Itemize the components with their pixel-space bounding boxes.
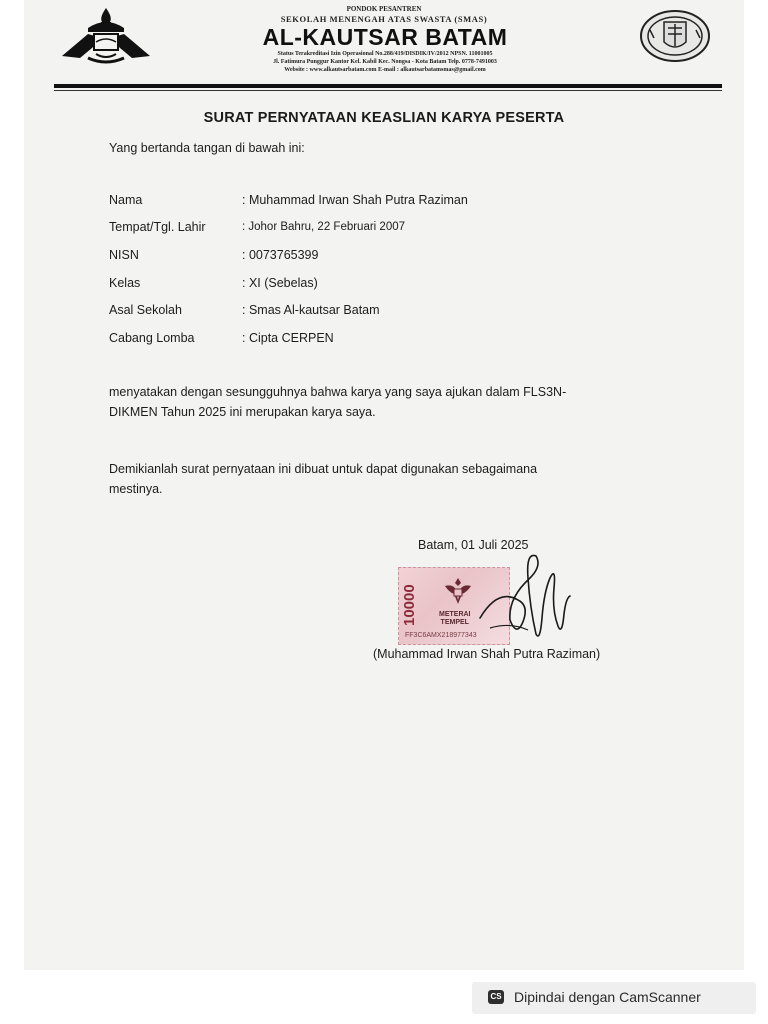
intro-text: Yang bertanda tangan di bawah ini: xyxy=(109,141,305,155)
garuda-emblem-icon xyxy=(443,574,473,608)
field-value-nama: : Muhammad Irwan Shah Putra Raziman xyxy=(242,193,468,207)
stamp-code: FF3C6AMX218977343 xyxy=(405,632,477,639)
field-label-asal-sekolah: Asal Sekolah xyxy=(109,303,182,317)
field-label-kelas: Kelas xyxy=(109,276,141,290)
field-value-ttl: : Johor Bahru, 22 Februari 2007 xyxy=(242,221,406,233)
document-title: SURAT PERNYATAAN KEASLIAN KARYA PESERTA xyxy=(203,110,565,126)
header-divider-thick xyxy=(54,84,722,88)
place-date: Batam, 01 Juli 2025 xyxy=(418,538,529,552)
header-line-1: PONDOK PESANTREN xyxy=(346,5,422,13)
stamp-label-line-2: TEMPEL xyxy=(440,619,469,626)
header-web-line: Website : www.alkautsarbatam.com E-mail : alkautsarbatamsmas@gmail.com xyxy=(284,67,486,73)
header-line-2: SEKOLAH MENENGAH ATAS SWASTA (SMAS) xyxy=(280,14,488,24)
field-value-nisn: : 0073765399 xyxy=(242,248,319,262)
signer-name: (Muhammad Irwan Shah Putra Raziman) xyxy=(373,647,601,661)
field-label-ttl: Tempat/Tgl. Lahir xyxy=(109,220,206,234)
statement-line-1: menyatakan dengan sesungguhnya bahwa karya yang saya ajukan dalam FLS3N- xyxy=(109,385,567,399)
handwritten-signature-icon xyxy=(470,548,580,648)
school-name: AL-KAUTSAR BATAM xyxy=(262,24,508,50)
camscanner-text: Dipindai dengan CamScanner xyxy=(514,989,701,1005)
header-status-line: Status Terakreditasi Izin Operasional No.288/419/DISDIK/IV/2012 NPSN. 11001005 xyxy=(277,51,493,57)
field-value-asal-sekolah: : Smas Al-kautsar Batam xyxy=(242,303,380,317)
field-label-nisn: NISN xyxy=(109,248,139,262)
header-divider-thin xyxy=(54,90,722,91)
stamp-value: 10000 xyxy=(401,584,418,626)
stamp-label xyxy=(439,611,471,627)
statement-line-2: DIKMEN Tahun 2025 ini merupakan karya saya. xyxy=(109,405,376,419)
header-address-line: Jl. Fatimura Punggur Kantor Kel. Kabil Kec. Nongsa - Kota Batam Telp. 0778-7491003 xyxy=(273,59,497,65)
closing-line-2: mestinya. xyxy=(109,482,163,496)
field-label-nama: Nama xyxy=(109,193,143,207)
field-label-cabang-lomba: Cabang Lomba xyxy=(109,331,195,345)
stamp-label-line-1: METERAI xyxy=(439,611,471,618)
closing-line-1: Demikianlah surat pernyataan ini dibuat untuk dapat digunakan sebagaimana xyxy=(109,462,538,476)
field-value-kelas: : XI (Sebelas) xyxy=(242,276,318,290)
camscanner-footer xyxy=(472,982,756,1014)
field-value-cabang-lomba: : Cipta CERPEN xyxy=(242,331,334,345)
camscanner-logo-icon: CS xyxy=(488,990,504,1004)
